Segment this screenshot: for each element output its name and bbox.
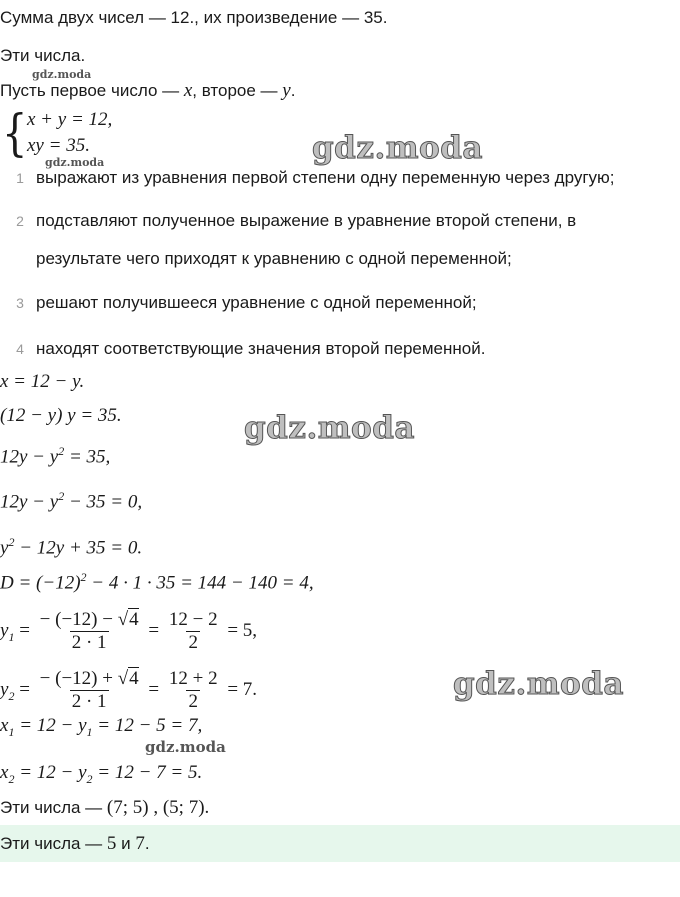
- var-y: y: [282, 80, 291, 101]
- fraction: [167, 609, 220, 654]
- root-result: = 5,: [227, 620, 258, 641]
- expr-part: − 35 = 0,: [64, 491, 143, 513]
- sqrt-radicand: 4: [129, 609, 139, 631]
- solution-line-5: [0, 532, 142, 558]
- subscript: 2: [8, 688, 15, 703]
- expr-part: D = (−12): [0, 572, 81, 594]
- fraction-numerator: 12 + 2: [168, 668, 218, 690]
- root-y1-line: [0, 608, 257, 660]
- setup-middle: , второе —: [192, 81, 283, 100]
- answer-prefix: Эти числа —: [0, 834, 107, 853]
- root-lhs: y: [0, 620, 9, 641]
- problem-question: Эти числа.: [0, 46, 86, 65]
- fraction: [38, 668, 141, 713]
- watermark-big: gdz.moda: [312, 130, 483, 166]
- solution-line-4: [0, 486, 142, 512]
- exponent: 2: [58, 489, 65, 503]
- exponent: 2: [58, 444, 65, 458]
- expr-part: 12y − y: [0, 491, 59, 513]
- root-lhs: y: [0, 679, 9, 700]
- fraction-denominator: 2 · 1: [71, 691, 107, 713]
- watermark-big: gdz.moda: [244, 410, 415, 446]
- setup-prefix: Пусть первое число —: [0, 81, 184, 100]
- expr-part: 12y − y: [0, 446, 59, 468]
- solution-line-2: (12 − y) y = 35.: [0, 405, 122, 426]
- step-number: 2: [16, 213, 24, 229]
- equals-sign: =: [148, 679, 164, 700]
- expr-part: − 12y + 35 = 0.: [14, 537, 143, 559]
- expr-part: = 12 − 5 = 7,: [92, 715, 203, 736]
- var-x: x: [183, 80, 193, 101]
- step-text: подставляют полученное выражение в уравнение второй степени, в: [36, 211, 577, 230]
- fraction-numerator: 12 − 2: [168, 609, 218, 631]
- equals-sign: =: [19, 679, 35, 700]
- watermark-small: gdz.moda: [145, 738, 226, 756]
- exponent: 2: [80, 570, 87, 584]
- answer-line: [0, 834, 150, 854]
- answer-suffix: .: [144, 834, 150, 853]
- root-result: = 7.: [227, 679, 258, 700]
- expr-part: − 4 · 1 · 35 = 144 − 140 = 4,: [86, 572, 314, 594]
- expr-part: = 35,: [64, 446, 111, 468]
- answer-box: [0, 825, 680, 862]
- fraction-denominator: 2: [188, 632, 198, 654]
- watermark-small: gdz.moda: [45, 156, 105, 169]
- solution-x2: [0, 763, 202, 789]
- subscript: 1: [86, 724, 93, 739]
- expr-part: = 12 − y: [14, 715, 87, 736]
- system-eq2: xy = 35.: [27, 135, 90, 156]
- subscript: 2: [8, 771, 15, 786]
- pairs-prefix: Эти числа —: [0, 798, 107, 817]
- discriminant-line: [0, 567, 314, 593]
- expr-part: = 12 − y: [14, 762, 87, 783]
- fraction-numerator: − (−12) + √4: [39, 668, 139, 690]
- fraction: [38, 609, 141, 654]
- root-y2-line: [0, 667, 257, 719]
- answer-value-a: 5: [106, 833, 117, 854]
- setup-line: [0, 81, 295, 101]
- exponent: 2: [8, 535, 15, 549]
- subscript: 1: [8, 629, 15, 644]
- solution-line-1: x = 12 − y.: [0, 371, 85, 392]
- expr-part: x: [0, 762, 9, 783]
- expr-part: = 12 − 7 = 5.: [92, 762, 203, 783]
- watermark-big: gdz.moda: [453, 666, 624, 702]
- watermark-small: gdz.moda: [32, 68, 92, 81]
- step-number: 1: [16, 170, 24, 186]
- subscript: 2: [86, 771, 93, 786]
- answer-mid: и: [116, 834, 136, 853]
- numerator-text: − (−12) −: [39, 609, 118, 631]
- sqrt-radicand: 4: [129, 668, 139, 690]
- numerator-text: − (−12) +: [39, 668, 118, 690]
- subscript: 1: [8, 724, 15, 739]
- step-number: 4: [16, 341, 24, 357]
- fraction-numerator: − (−12) − √4: [39, 609, 139, 631]
- system-eq1: x + y = 12,: [27, 109, 113, 130]
- fraction: [167, 668, 220, 713]
- fraction-denominator: 2 · 1: [71, 632, 107, 654]
- problem-statement: Сумма двух чисел — 12., их произведение — 35.: [0, 8, 388, 27]
- pairs-line: [0, 798, 209, 818]
- equals-sign: =: [148, 620, 164, 641]
- pairs-math: (7; 5) , (5; 7).: [106, 797, 210, 818]
- solution-line-3: [0, 441, 110, 467]
- step-text: выражают из уравнения первой степени одну переменную через другую;: [36, 168, 615, 187]
- step-text-continued: результате чего приходят к уравнению с одной переменной;: [36, 249, 512, 268]
- setup-suffix: .: [290, 81, 296, 100]
- system-brace: {: [2, 104, 28, 162]
- expr-part: y: [0, 537, 9, 559]
- step-text: решают получившееся уравнение с одной переменной;: [36, 293, 477, 312]
- answer-value-b: 7: [135, 833, 145, 854]
- fraction-denominator: 2: [188, 691, 198, 713]
- step-text: находят соответствующие значения второй переменной.: [36, 339, 486, 358]
- step-number: 3: [16, 295, 24, 311]
- expr-part: x: [0, 715, 9, 736]
- equals-sign: =: [19, 620, 35, 641]
